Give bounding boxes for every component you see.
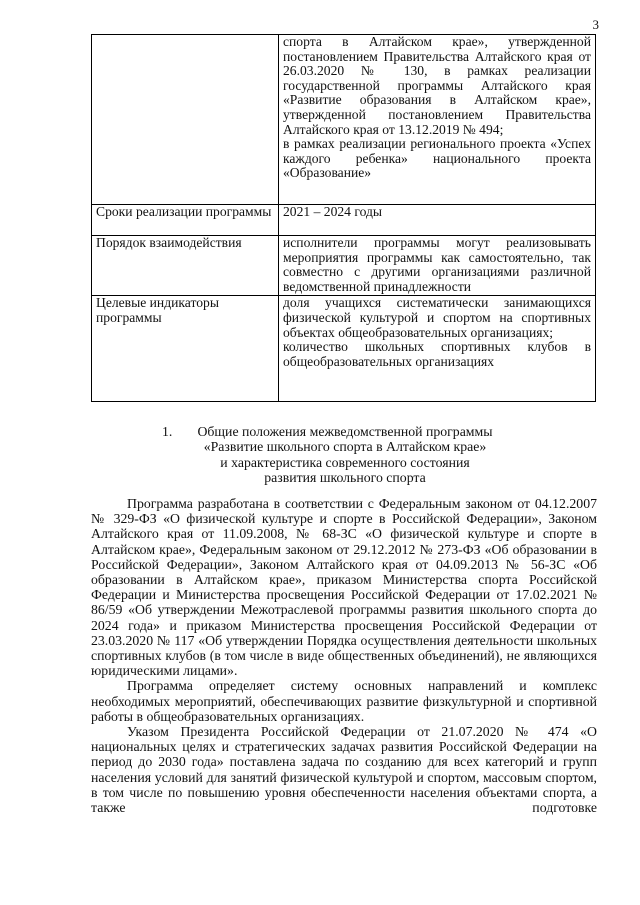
section-heading — [110, 424, 580, 486]
table-row — [92, 236, 596, 296]
table-cell-text: доля учащихся систематически занимающихся физической культурой и спортом на спортивных объектах общеобразовательных организациях; — [283, 295, 591, 340]
table-cell-value — [279, 236, 596, 296]
table-cell-label — [92, 35, 279, 205]
section-title-line: «Развитие школьного спорта в Алтайском крае» — [203, 439, 487, 455]
section-title-line: развития школьного спорта — [264, 470, 426, 486]
page-number: 3 — [592, 17, 599, 32]
paragraph: Программа разработана в соответствии с Федеральным законом от 04.12.2007 № 329-ФЗ «О физической культуре и спорте в Российской Федерации», Законом Алтайского края от 11.09.2008, № 68-ЗС «О физической культуре и спорте в Алтайском крае», Федеральным законом от 29.12.2012 № 273-ФЗ «Об образовании в Российской Федерации», Законом Алтайского края от 04.09.2013 № 56-ЗС «Об образовании в Алтайском крае», приказом Министерства спорта Российской Федерации и Министерства просвещения Российской Федерации от 17.02.2021 № 86/59 «Об утверждении Межотраслевой программы развития школьного спорта до 2024 года» и приказом Министерства просвещения Российской Федерации от 23.03.2020 № 117 «Об утверждении Порядка осуществления деятельности школьных спортивных клубов (в том числе в виде общественных объединений), не являющихся юридическими лицами». — [91, 496, 597, 679]
table-cell-label: Порядок взаимодействия — [92, 236, 279, 296]
section-number: 1. — [162, 424, 173, 439]
table-cell-label: Целевые индикаторы программы — [92, 296, 279, 402]
table-cell-value — [279, 296, 596, 402]
section-title-line: Общие положения межведомственной программы — [197, 424, 493, 439]
table-row — [92, 296, 596, 402]
program-passport-table — [91, 34, 596, 402]
body-text — [91, 496, 597, 815]
table-row — [92, 205, 596, 236]
table-cell-label: Сроки реализации программы — [92, 205, 279, 236]
section-title-line: и характеристика современного состояния — [220, 454, 470, 470]
paragraph: Программа определяет систему основных направлений и комплекс необходимых мероприятий, обеспечивающих развитие физкультурной и спортивной работы в общеобразовательных организациях. — [91, 678, 597, 724]
table-cell-text: спорта в Алтайском крае», утвержденной постановлением Правительства Алтайского края от 26.03.2020 № 130, в рамках реализации государственной программы Алтайского края «Развитие образования в Алтайском крае», утвержденной постановлением Правительства Алтайского края от 13.12.2019 № 494; — [283, 34, 591, 137]
table-cell-value — [279, 205, 596, 236]
table-cell-text: 2021 – 2024 годы — [283, 204, 383, 219]
table-row — [92, 35, 596, 205]
table-cell-value — [279, 35, 596, 205]
table-cell-text: исполнители программы могут реализовывать мероприятия программы как самостоятельно, так совместно с другими организациями различной ведомственной принадлежности — [283, 235, 591, 294]
table-cell-text: в рамках реализации регионального проекта «Успех каждого ребенка» национального проекта «Образование» — [283, 136, 591, 181]
table-cell-text: количество школьных спортивных клубов в общеобразовательных организациях — [283, 339, 591, 369]
paragraph: Указом Президента Российской Федерации от 21.07.2020 № 474 «О национальных целях и стратегических задачах развития Российской Федерации на период до 2030 года» поставлена задача по созданию для всех категорий и групп населения условий для занятий физической культурой и спортом, массовым спортом, в том числе по повышению уровня обеспеченности населения объектами спорта, а также подготовке — [91, 724, 597, 816]
